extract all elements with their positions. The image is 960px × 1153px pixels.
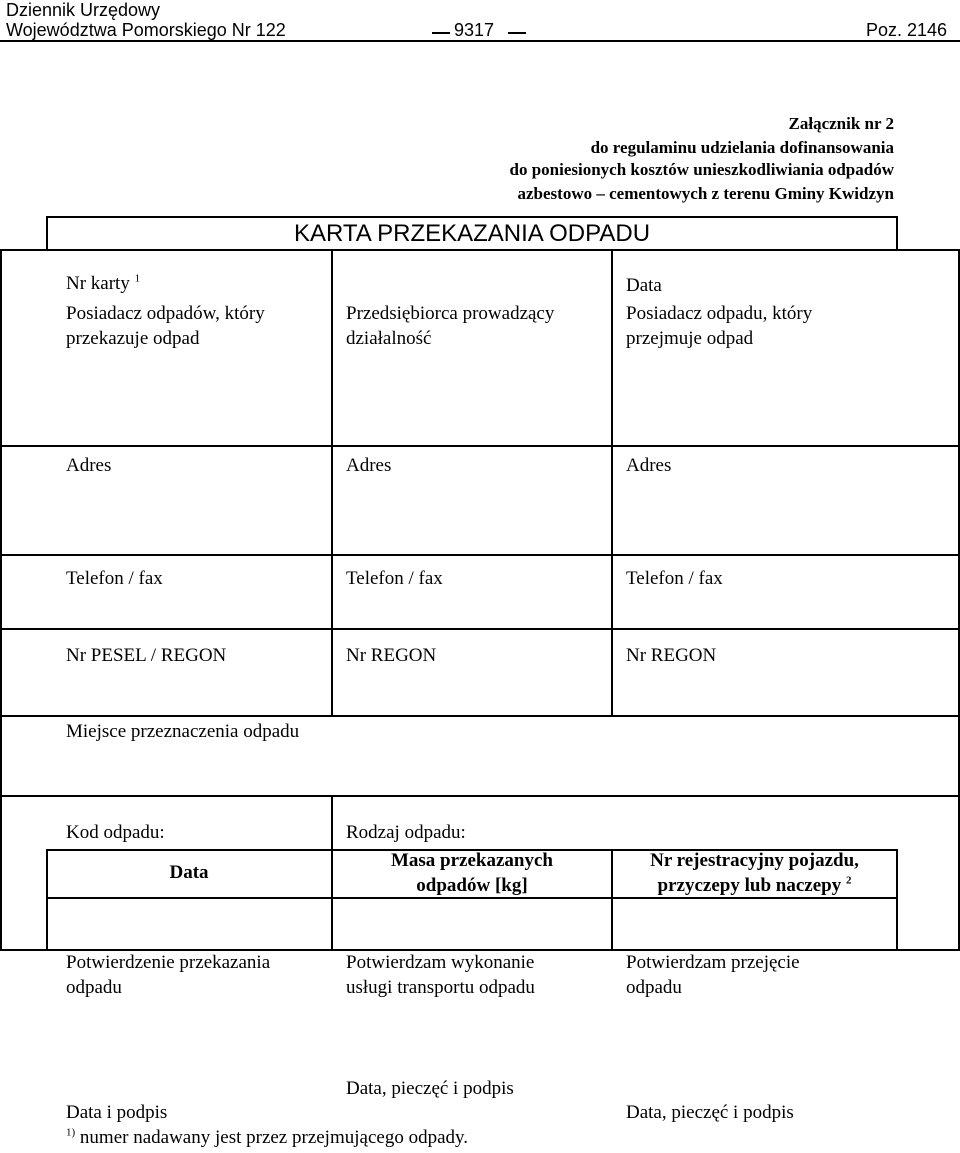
waste-code-label: Kod odpadu: [66, 822, 165, 843]
column-divider-1 [331, 249, 333, 716]
col1-title-line1: Posiadacz odpadów, który [66, 303, 265, 324]
column-divider-2 [611, 249, 613, 716]
id-label-3: Nr REGON [626, 645, 717, 666]
confirm1-line2: odpadu [66, 977, 122, 998]
table-header-date: Data [169, 862, 209, 883]
position-number: Poz. 2146 [866, 20, 948, 40]
address-label-2: Adres [346, 455, 392, 476]
confirm3-line2: odpadu [626, 977, 682, 998]
table-header-mass-line2: odpadów [kg] [416, 875, 528, 896]
phone-label-3: Telefon / fax [626, 568, 723, 589]
footnote: $^{1)}$ numer nadawany jest przez przejmującego odpady. [66, 1126, 469, 1148]
address-label-1: Adres [66, 455, 112, 476]
journal-title: Dziennik Urzędowy [6, 0, 161, 20]
table-header-reg-line1: Nr rejestracyjny pojazdu, [650, 850, 859, 871]
confirm1-line1: Potwierdzenie przekazania [66, 952, 271, 973]
id-label-2: Nr REGON [346, 645, 437, 666]
signature-label-2: Data, pieczęć i podpis [346, 1078, 514, 1099]
journal-subtitle: Województwa Pomorskiego Nr 122 [6, 20, 286, 40]
confirm2-line1: Potwierdzam wykonanie [346, 952, 535, 973]
table-header-reg-line2: przyczepy lub naczepy $^2$ [657, 874, 852, 896]
col3-title-line1: Posiadacz odpadu, który [626, 303, 813, 324]
page-number-dash-right [508, 32, 526, 34]
annex-line-3: azbestowo – cementowych z terenu Gminy Kwidzyn [517, 184, 894, 203]
col2-title-line2: działalność [346, 328, 432, 349]
confirm2-line2: usługi transportu odpadu [346, 977, 535, 998]
address-label-3: Adres [626, 455, 672, 476]
page-number-dash-left [432, 32, 450, 34]
row-divider [0, 628, 960, 630]
destination-label: Miejsce przeznaczenia odpadu [66, 721, 300, 742]
header-rule [0, 40, 960, 42]
signature-label-1: Data i podpis [66, 1102, 168, 1123]
row-divider [0, 554, 960, 556]
page-number: 9317 [454, 20, 495, 40]
annex-line-2: do poniesionych kosztów unieszkodliwiania odpadów [509, 160, 894, 179]
col1-title-line2: przekazuje odpad [66, 328, 200, 349]
card-title: KARTA PRZEKAZANIA ODPADU [293, 220, 651, 247]
signature-label-3: Data, pieczęć i podpis [626, 1102, 794, 1123]
row-divider [0, 715, 960, 717]
table-header-mass-line1: Masa przekazanych [390, 850, 553, 871]
col2-title-line1: Przedsiębiorca prowadzący [346, 303, 555, 324]
row-divider [0, 445, 960, 447]
annex-title: Załącznik nr 2 [788, 114, 894, 133]
card-number-label: Nr karty $^1$ [66, 272, 141, 294]
row-divider [0, 795, 960, 797]
phone-label-2: Telefon / fax [346, 568, 443, 589]
date-label: Data [626, 275, 662, 296]
waste-type-label: Rodzaj odpadu: [346, 822, 466, 843]
confirm3-line1: Potwierdzam przejęcie [626, 952, 800, 973]
form-grid [0, 249, 960, 951]
phone-label-1: Telefon / fax [66, 568, 163, 589]
col3-title-line2: przejmuje odpad [626, 328, 754, 349]
annex-line-1: do regulaminu udzielania dofinansowania [590, 138, 894, 157]
id-label-1: Nr PESEL / REGON [66, 645, 227, 666]
